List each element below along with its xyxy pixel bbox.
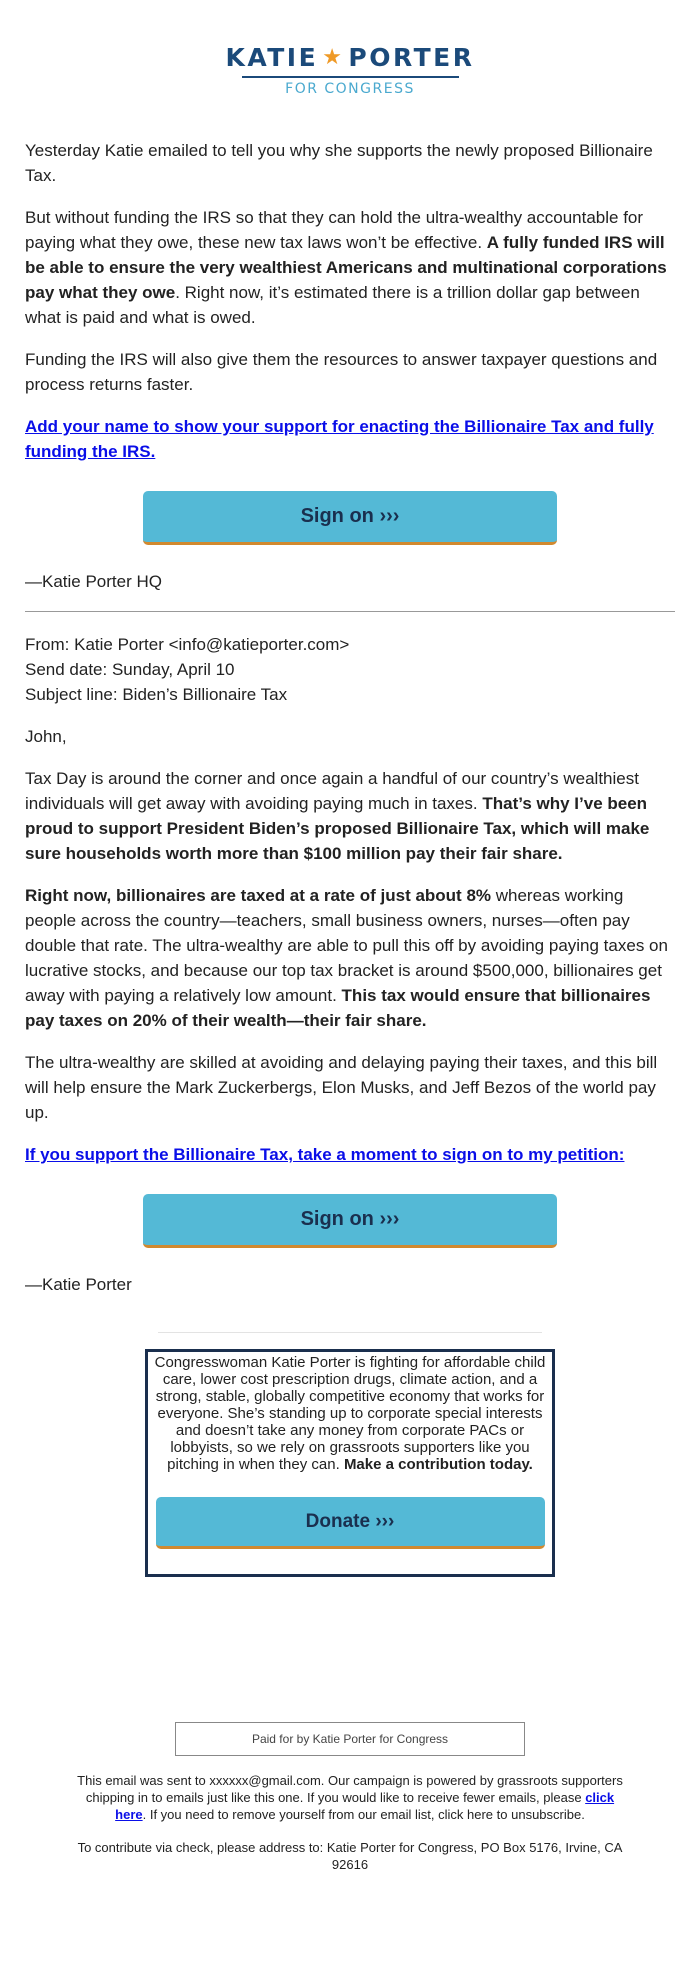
email1-paragraph-1: Yesterday Katie emailed to tell you why she supports the newly proposed Billionaire Tax. xyxy=(25,141,653,185)
footer-text xyxy=(25,1772,675,1823)
donate-box-text xyxy=(153,1354,547,1473)
footer-address: To contribute via check, please address to: Katie Porter for Congress, PO Box 5176, Irvine, CA 92616 xyxy=(77,1840,623,1872)
email-body xyxy=(0,138,700,1873)
petition-link[interactable]: If you support the Billionaire Tax, take a moment to sign on to my petition: xyxy=(25,1145,625,1164)
email2-link-paragraph xyxy=(25,1142,675,1167)
email2-send-date: Send date: Sunday, April 10 xyxy=(25,660,235,679)
email2-paragraph-1 xyxy=(25,766,675,866)
logo-first-name: KATIE xyxy=(225,43,319,72)
email1-paragraph-2-text: But without funding the IRS so that they can hold the ultra-wealthy accountable for paying what they owe, these new tax laws won’t be effective. xyxy=(25,208,644,252)
logo-divider xyxy=(242,76,459,78)
donate-box-bold: Make a contribution today. xyxy=(343,1456,533,1473)
sign-on-button-2[interactable]: Sign on ››› xyxy=(143,1194,557,1248)
email2-greeting: John, xyxy=(25,727,67,746)
email1-paragraph-2-bold: A fully funded IRS will be able to ensure the very wealthiest Americans and multinational corporations pay what they owe xyxy=(25,233,667,302)
campaign-logo xyxy=(0,0,700,100)
logo-last-name: PORTER xyxy=(348,43,475,72)
email1-link-paragraph xyxy=(25,414,675,464)
email1-signoff: —Katie Porter HQ xyxy=(25,572,162,591)
email1-paragraph-2 xyxy=(25,205,675,330)
donate-button[interactable]: Donate ››› xyxy=(156,1497,545,1549)
logo-wordmark xyxy=(0,44,700,72)
paid-for-disclaimer: Paid for by Katie Porter for Congress xyxy=(175,1722,525,1756)
star-icon: ★ xyxy=(322,45,345,70)
email1-paragraph-2-text-end: . Right now, it’s estimated there is a trillion dollar gap between what is paid and what is owed. xyxy=(25,283,640,327)
footer-text-start: This email was sent to xxxxxx@gmail.com. Our campaign is powered by grassroots supporters chipping in to emails just like this one. If you would like to receive fewer emails, please xyxy=(77,1773,623,1805)
email2-from: From: Katie Porter <info@katieporter.com> xyxy=(25,635,350,654)
email1-paragraph-3: Funding the IRS will also give them the resources to answer taxpayer questions and process returns faster. xyxy=(25,350,658,394)
footer-text-end: . If you need to remove yourself from our email list, click here to unsubscribe. xyxy=(142,1807,585,1822)
email2-paragraph-2 xyxy=(25,883,675,1033)
email2-paragraph-2-bold-end: This tax would ensure that billionaires pay taxes on 20% of their wealth—their fair share. xyxy=(25,986,651,1030)
email2-paragraph-2-text: whereas working people across the country—teachers, small business owners, nurses—often pay double that rate. The ultra-wealthy are able to pull this off by avoiding paying taxes on lucrative stocks, and because our top tax bracket is around $500,000, billionaires get away with paying a relatively low amount. xyxy=(25,886,668,1005)
support-billionaire-tax-link[interactable]: Add your name to show your support for enacting the Billionaire Tax and fully funding the IRS. xyxy=(25,417,654,461)
donate-box-body: Congresswoman Katie Porter is fighting for affordable child care, lower cost prescription drugs, climate action, and a strong, stable, globally competitive economy that works for everyone. She’s standing up to corporate special interests and doesn’t take any money from corporate PACs or lobbyists, so we rely on grassroots supporters like you pitching in when they can. xyxy=(154,1354,546,1473)
email2-subject: Subject line: Biden’s Billionaire Tax xyxy=(25,685,288,704)
box-top-rule xyxy=(158,1332,542,1333)
email2-signoff: —Katie Porter xyxy=(25,1275,132,1294)
email-divider xyxy=(25,611,675,612)
sign-on-button[interactable]: Sign on ››› xyxy=(143,491,557,545)
email2-button-row xyxy=(25,1194,675,1248)
email2-paragraph-1-bold: That’s why I’ve been proud to support President Biden’s proposed Billionaire Tax, which will make sure households worth more than $100 million pay their fair share. xyxy=(25,794,650,863)
fewer-emails-link[interactable]: click here xyxy=(115,1790,615,1822)
email1-button-row xyxy=(25,491,675,545)
donate-box xyxy=(145,1349,555,1577)
email2-paragraph-1-text: Tax Day is around the corner and once again a handful of our country’s wealthiest individuals will get away with avoiding paying much in taxes. xyxy=(25,769,639,813)
logo-subtitle: FOR CONGRESS xyxy=(285,81,415,97)
email2-paragraph-2-bold: Right now, billionaires are taxed at a rate of just about 8% xyxy=(25,886,492,905)
email2-paragraph-3: The ultra-wealthy are skilled at avoiding and delaying paying their taxes, and this bill will help ensure the Mark Zuckerbergs, Elon Musks, and Jeff Bezos of the world pay up. xyxy=(25,1053,658,1122)
